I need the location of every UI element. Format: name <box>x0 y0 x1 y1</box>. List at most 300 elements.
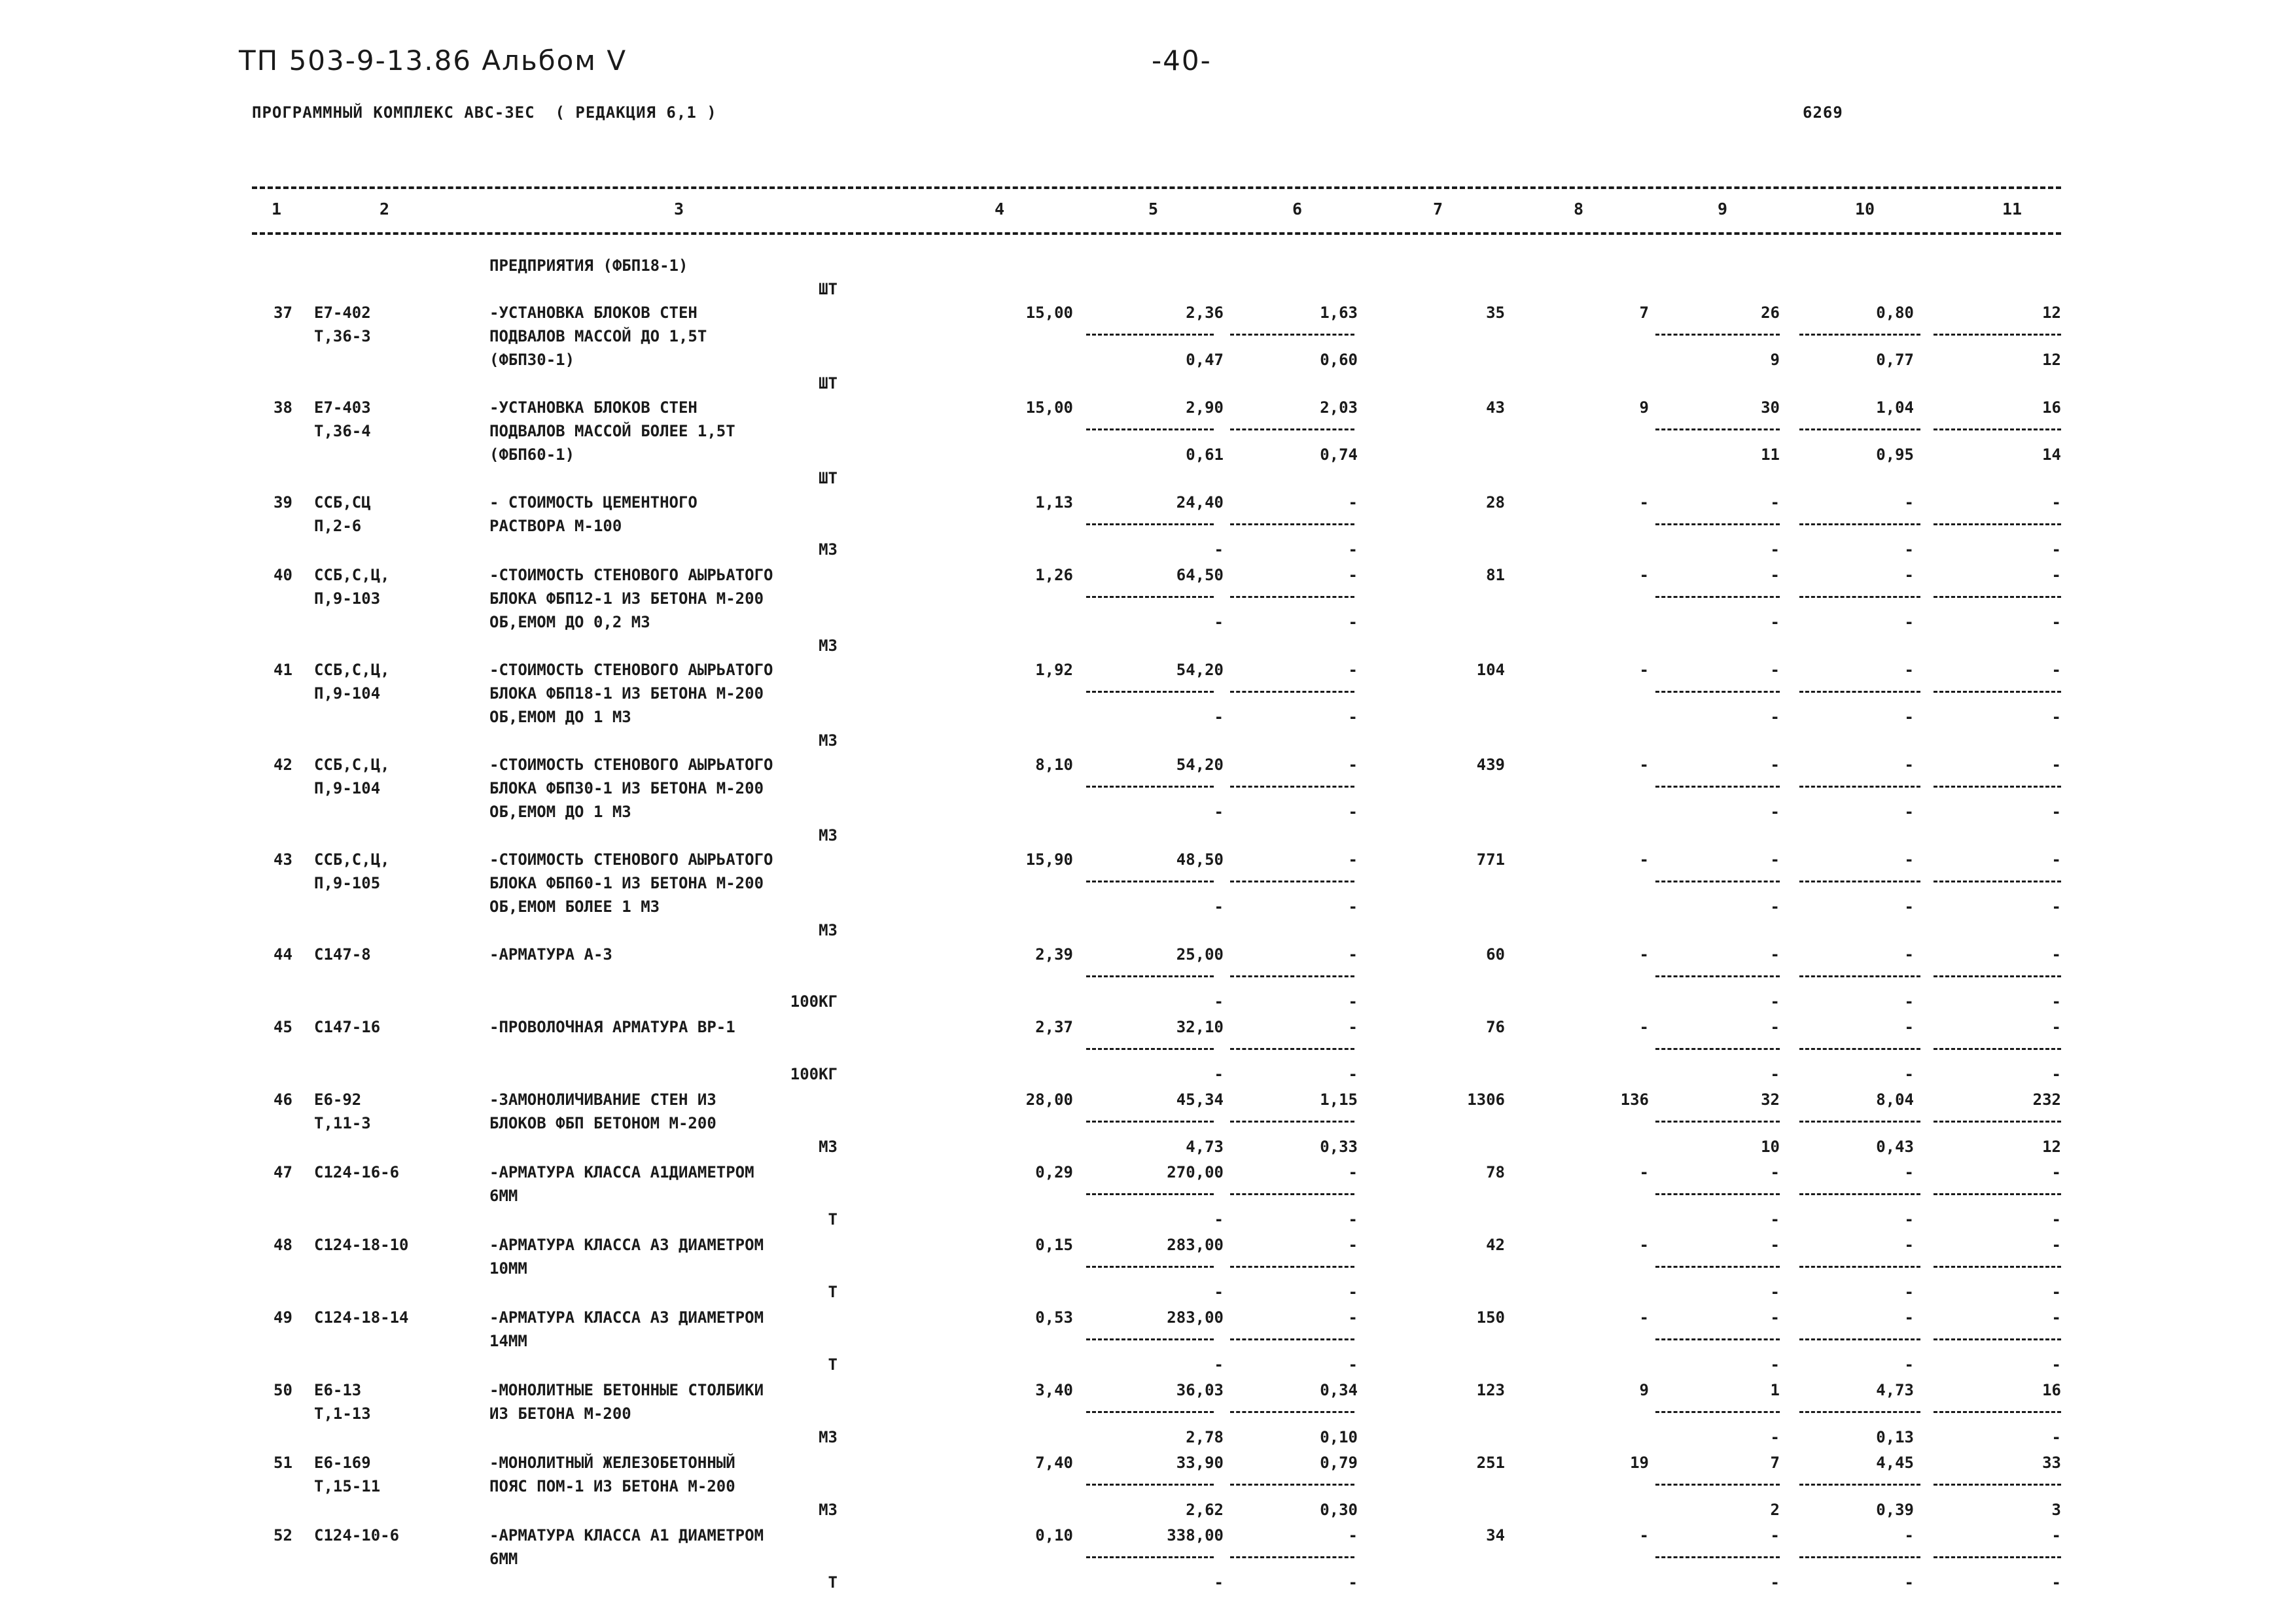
album-title: ТП 503-9-13.86 Альбом Ⅴ <box>239 44 627 77</box>
labor-total: 232 <box>2032 1091 2061 1109</box>
machine-cost-wages: - <box>1348 898 1358 916</box>
description-line-1: -АРМАТУРА КЛАССА А3 ДИАМЕТРОМ <box>489 1308 764 1327</box>
resource-code-ref: П,2-6 <box>314 517 362 535</box>
program-line: ПРОГРАММНЫЙ КОМПЛЕКС АВС-3ЕС ( РЕДАКЦИЯ 6,1 ) <box>252 103 717 122</box>
description-line-2: 6ММ <box>489 1187 518 1205</box>
machine-cost: 0,79 <box>1320 1454 1358 1472</box>
labor-unit-machine: 0,77 <box>1876 351 1914 369</box>
labor-unit-machine: - <box>1904 1065 1914 1083</box>
description-line-1: -АРМАТУРА А-3 <box>489 945 612 964</box>
table-header-rule <box>252 232 2061 235</box>
quantity: 0,29 <box>1035 1163 1073 1181</box>
total-wages: - <box>1639 661 1649 679</box>
cell-divider <box>1934 596 2061 598</box>
table-row <box>0 1306 2296 1378</box>
cell-divider <box>1086 334 1214 336</box>
description-line-2: 10ММ <box>489 1259 527 1278</box>
cell-divider <box>1230 1338 1354 1340</box>
labor-unit: - <box>1904 756 1914 774</box>
labor-unit: - <box>1904 1163 1914 1181</box>
cell-divider <box>1934 1121 2061 1123</box>
labor-total-machine: - <box>2051 1355 2061 1374</box>
cell-divider <box>1086 596 1214 598</box>
unit-cost-wages: - <box>1214 992 1224 1011</box>
resource-code: ССБ,С,Ц, <box>314 661 390 679</box>
row-number: 51 <box>274 1454 292 1472</box>
row-number: 47 <box>274 1163 292 1181</box>
cell-divider <box>1934 1411 2061 1413</box>
table-row <box>0 1378 2296 1451</box>
machine-cost-wages: 0,10 <box>1320 1428 1358 1446</box>
unit-cost: 283,00 <box>1167 1236 1224 1254</box>
total-machine-wages: - <box>1770 1210 1780 1229</box>
total-wages: - <box>1639 850 1649 869</box>
col-header-6: 6 <box>1292 200 1303 218</box>
description-line-1: -ЗАМОНОЛИЧИВАНИЕ СТЕН ИЗ <box>489 1091 716 1109</box>
cell-divider <box>1934 1484 2061 1486</box>
row-number: 44 <box>274 945 292 964</box>
labor-total: - <box>2051 493 2061 512</box>
labor-unit: 8,04 <box>1876 1091 1914 1109</box>
cell-divider <box>1799 975 1920 977</box>
unit-cost-wages: 2,78 <box>1186 1428 1224 1446</box>
unit-of-measure: Т <box>828 1573 838 1592</box>
table-row <box>0 658 2296 753</box>
labor-unit-machine: 0,95 <box>1876 445 1914 464</box>
unit-cost-wages: 0,47 <box>1186 351 1224 369</box>
total-machine: 26 <box>1761 304 1780 322</box>
description-line-1: -АРМАТУРА КЛАССА А1ДИАМЕТРОМ <box>489 1163 754 1181</box>
total-machine-wages: 10 <box>1761 1138 1780 1156</box>
total-cost: 76 <box>1486 1018 1505 1036</box>
row-number: 37 <box>274 304 292 322</box>
row-number: 49 <box>274 1308 292 1327</box>
labor-total-machine: - <box>2051 540 2061 559</box>
unit-cost: 338,00 <box>1167 1526 1224 1544</box>
quantity: 1,92 <box>1035 661 1073 679</box>
table-row <box>0 943 2296 1015</box>
machine-cost-wages: - <box>1348 1065 1358 1083</box>
labor-total: - <box>2051 1236 2061 1254</box>
row-number: 38 <box>274 398 292 417</box>
cell-divider <box>1799 596 1920 598</box>
total-wages: - <box>1639 1163 1649 1181</box>
unit-of-measure: ШТ <box>819 469 838 487</box>
total-wages: 136 <box>1620 1091 1649 1109</box>
cell-divider <box>1934 881 2061 882</box>
machine-cost: - <box>1348 1308 1358 1327</box>
total-machine: - <box>1770 756 1780 774</box>
labor-total-machine: - <box>2051 803 2061 821</box>
resource-code: Е6-92 <box>314 1091 362 1109</box>
quantity: 7,40 <box>1035 1454 1073 1472</box>
cell-divider <box>1230 786 1354 788</box>
row-number: 40 <box>274 566 292 584</box>
resource-code: С147-8 <box>314 945 371 964</box>
labor-total-machine: 14 <box>2042 445 2061 464</box>
cell-divider <box>1934 1048 2061 1050</box>
machine-cost: - <box>1348 1526 1358 1544</box>
cell-divider <box>1086 428 1214 430</box>
total-machine: - <box>1770 1163 1780 1181</box>
description-line-1: -СТОИМОСТЬ СТЕНОВОГО АЫРЬАТОГО <box>489 756 773 774</box>
description-line-2: БЛОКА ФБП12-1 ИЗ БЕТОНА М-200 <box>489 589 764 608</box>
table-row <box>0 1233 2296 1306</box>
description-line-2: БЛОКА ФБП18-1 ИЗ БЕТОНА М-200 <box>489 684 764 703</box>
description-line-2: РАСТВОРА М-100 <box>489 517 622 535</box>
cell-divider <box>1655 1411 1780 1413</box>
machine-cost-wages: - <box>1348 803 1358 821</box>
unit-cost: 48,50 <box>1176 850 1224 869</box>
labor-total-machine: - <box>2051 1573 2061 1592</box>
unit-cost: 32,10 <box>1176 1018 1224 1036</box>
unit-cost-wages: - <box>1214 1065 1224 1083</box>
labor-unit-machine: - <box>1904 708 1914 726</box>
labor-total-machine: - <box>2051 898 2061 916</box>
unit-of-measure: М3 <box>819 826 838 845</box>
col-header-2: 2 <box>380 200 390 218</box>
labor-unit-machine: - <box>1904 898 1914 916</box>
total-machine-wages: - <box>1770 1355 1780 1374</box>
labor-unit: - <box>1904 493 1914 512</box>
labor-unit: - <box>1904 1526 1914 1544</box>
total-cost: 60 <box>1486 945 1505 964</box>
cell-divider <box>1086 1266 1214 1268</box>
cell-divider <box>1655 1048 1780 1050</box>
labor-unit-machine: 0,13 <box>1876 1428 1914 1446</box>
machine-cost: 2,03 <box>1320 398 1358 417</box>
description-line-2: БЛОКОВ ФБП БЕТОНОМ М-200 <box>489 1114 716 1132</box>
labor-total: - <box>2051 566 2061 584</box>
labor-unit: 0,80 <box>1876 304 1914 322</box>
total-wages: - <box>1639 566 1649 584</box>
total-machine: - <box>1770 1236 1780 1254</box>
description-line-2: 6ММ <box>489 1550 518 1568</box>
labor-unit: - <box>1904 1236 1914 1254</box>
cell-divider <box>1230 1411 1354 1413</box>
unit-of-measure: М3 <box>819 1138 838 1156</box>
total-wages: 19 <box>1630 1454 1649 1472</box>
labor-total: 12 <box>2042 304 2061 322</box>
total-machine-wages: - <box>1770 1573 1780 1592</box>
machine-cost-wages: - <box>1348 1283 1358 1301</box>
machine-cost: 1,63 <box>1320 304 1358 322</box>
resource-code-ref: П,9-103 <box>314 589 381 608</box>
cell-divider <box>1655 1121 1780 1123</box>
col-header-11: 11 <box>2002 200 2022 218</box>
total-wages: 9 <box>1639 398 1649 417</box>
total-machine-wages: 9 <box>1770 351 1780 369</box>
labor-total: - <box>2051 756 2061 774</box>
total-machine: - <box>1770 945 1780 964</box>
machine-cost-wages: 0,60 <box>1320 351 1358 369</box>
total-cost: 1306 <box>1467 1091 1505 1109</box>
unit-cost-wages: - <box>1214 1283 1224 1301</box>
machine-cost: - <box>1348 661 1358 679</box>
unit-cost: 64,50 <box>1176 566 1224 584</box>
cell-divider <box>1799 881 1920 882</box>
resource-code-ref: Т,11-3 <box>314 1114 371 1132</box>
cell-divider <box>1934 691 2061 693</box>
total-cost: 771 <box>1476 850 1505 869</box>
unit-cost-wages: 2,62 <box>1186 1501 1224 1519</box>
quantity: 1,13 <box>1035 493 1073 512</box>
resource-code-ref: П,9-105 <box>314 874 381 892</box>
lead-unit: ШТ <box>819 280 838 298</box>
cell-divider <box>1799 1048 1920 1050</box>
table-row <box>0 491 2296 563</box>
cell-divider <box>1655 881 1780 882</box>
total-machine-wages: - <box>1770 992 1780 1011</box>
labor-total: - <box>2051 945 2061 964</box>
quantity: 15,00 <box>1025 398 1073 417</box>
machine-cost-wages: - <box>1348 708 1358 726</box>
quantity: 0,15 <box>1035 1236 1073 1254</box>
row-number: 50 <box>274 1381 292 1399</box>
labor-unit-machine: - <box>1904 1573 1914 1592</box>
labor-unit-machine: 0,43 <box>1876 1138 1914 1156</box>
cell-divider <box>1230 523 1354 525</box>
machine-cost-wages: 0,30 <box>1320 1501 1358 1519</box>
col-header-7: 7 <box>1433 200 1443 218</box>
total-machine-wages: - <box>1770 1065 1780 1083</box>
machine-cost: - <box>1348 493 1358 512</box>
unit-cost: 54,20 <box>1176 661 1224 679</box>
labor-unit-machine: 0,39 <box>1876 1501 1914 1519</box>
cell-divider <box>1655 1266 1780 1268</box>
resource-code: ССБ,С,Ц, <box>314 756 390 774</box>
labor-total: - <box>2051 1526 2061 1544</box>
total-cost: 34 <box>1486 1526 1505 1544</box>
cell-divider <box>1086 975 1214 977</box>
cell-divider <box>1655 334 1780 336</box>
cell-divider <box>1086 1048 1214 1050</box>
machine-cost: - <box>1348 1236 1358 1254</box>
unit-cost-wages: 0,61 <box>1186 445 1224 464</box>
unit-cost-wages: - <box>1214 803 1224 821</box>
machine-cost-wages: 0,74 <box>1320 445 1358 464</box>
description-line-1: -СТОИМОСТЬ СТЕНОВОГО АЫРЬАТОГО <box>489 566 773 584</box>
row-number: 46 <box>274 1091 292 1109</box>
description-line-1: -МОНОЛИТНЫЙ ЖЕЛЕЗОБЕТОННЫЙ <box>489 1454 735 1472</box>
resource-code-ref: Т,15-11 <box>314 1477 381 1495</box>
cell-divider <box>1655 975 1780 977</box>
total-machine: - <box>1770 566 1780 584</box>
total-machine-wages: - <box>1770 1283 1780 1301</box>
resource-code: Е6-13 <box>314 1381 362 1399</box>
cell-divider <box>1230 1484 1354 1486</box>
description-line-1: -АРМАТУРА КЛАССА А1 ДИАМЕТРОМ <box>489 1526 764 1544</box>
total-wages: - <box>1639 1018 1649 1036</box>
cell-divider <box>1230 1556 1354 1558</box>
total-machine-wages: - <box>1770 803 1780 821</box>
unit-cost: 2,36 <box>1186 304 1224 322</box>
labor-unit: - <box>1904 850 1914 869</box>
total-machine-wages: - <box>1770 540 1780 559</box>
resource-code: С124-10-6 <box>314 1526 400 1544</box>
row-number: 48 <box>274 1236 292 1254</box>
cell-divider <box>1230 1048 1354 1050</box>
lead-text-row <box>0 254 2296 301</box>
labor-total: - <box>2051 1163 2061 1181</box>
labor-unit-machine: - <box>1904 992 1914 1011</box>
total-machine-wages: - <box>1770 1428 1780 1446</box>
unit-of-measure: Т <box>828 1283 838 1301</box>
resource-code: С124-18-10 <box>314 1236 409 1254</box>
cell-divider <box>1934 334 2061 336</box>
quantity: 0,53 <box>1035 1308 1073 1327</box>
description-line-1: -СТОИМОСТЬ СТЕНОВОГО АЫРЬАТОГО <box>489 661 773 679</box>
cell-divider <box>1799 523 1920 525</box>
labor-unit: 1,04 <box>1876 398 1914 417</box>
cell-divider <box>1799 1484 1920 1486</box>
unit-cost: 270,00 <box>1167 1163 1224 1181</box>
total-machine: 32 <box>1761 1091 1780 1109</box>
total-wages: 7 <box>1639 304 1649 322</box>
machine-cost-wages: - <box>1348 1210 1358 1229</box>
machine-cost: 0,34 <box>1320 1381 1358 1399</box>
resource-code-ref: П,9-104 <box>314 779 381 797</box>
quantity: 15,90 <box>1025 850 1073 869</box>
total-cost: 35 <box>1486 304 1505 322</box>
quantity: 2,39 <box>1035 945 1073 964</box>
total-wages: - <box>1639 1526 1649 1544</box>
labor-unit: 4,73 <box>1876 1381 1914 1399</box>
machine-cost: - <box>1348 756 1358 774</box>
cell-divider <box>1934 1266 2061 1268</box>
description-line-1: -ПРОВОЛОЧНАЯ АРМАТУРА ВР-1 <box>489 1018 735 1036</box>
description-line-1: -АРМАТУРА КЛАССА А3 ДИАМЕТРОМ <box>489 1236 764 1254</box>
description-line-3: ОБ,ЕМОМ ДО 1 М3 <box>489 803 631 821</box>
description-line-3: (ФБП30-1) <box>489 351 575 369</box>
resource-code: С147-16 <box>314 1018 381 1036</box>
table-row <box>0 1015 2296 1088</box>
lead-description: ПРЕДПРИЯТИЯ (ФБП18-1) <box>489 256 688 275</box>
labor-total: - <box>2051 850 2061 869</box>
resource-code-ref: Т,1-13 <box>314 1405 371 1423</box>
unit-cost-wages: - <box>1214 613 1224 631</box>
quantity: 3,40 <box>1035 1381 1073 1399</box>
labor-total-machine: - <box>2051 1283 2061 1301</box>
cell-divider <box>1799 1121 1920 1123</box>
total-machine: 7 <box>1770 1454 1780 1472</box>
description-line-1: -СТОИМОСТЬ СТЕНОВОГО АЫРЬАТОГО <box>489 850 773 869</box>
cell-divider <box>1934 786 2061 788</box>
col-header-8: 8 <box>1574 200 1584 218</box>
total-wages: - <box>1639 945 1649 964</box>
cell-divider <box>1086 1121 1214 1123</box>
col-header-3: 3 <box>674 200 684 218</box>
cell-divider <box>1799 691 1920 693</box>
machine-cost: - <box>1348 945 1358 964</box>
description-line-3: ОБ,ЕМОМ ДО 1 М3 <box>489 708 631 726</box>
machine-cost: 1,15 <box>1320 1091 1358 1109</box>
total-wages: - <box>1639 1236 1649 1254</box>
unit-of-measure: М3 <box>819 921 838 939</box>
cell-divider <box>1655 1556 1780 1558</box>
cell-divider <box>1934 975 2061 977</box>
unit-of-measure: ШТ <box>819 374 838 393</box>
resource-code: ССБ,СЦ <box>314 493 371 512</box>
resource-code-ref: Т,36-4 <box>314 422 371 440</box>
description-line-2: 14ММ <box>489 1332 527 1350</box>
total-machine: - <box>1770 1308 1780 1327</box>
cell-divider <box>1655 596 1780 598</box>
cell-divider <box>1799 1266 1920 1268</box>
labor-total: - <box>2051 1308 2061 1327</box>
total-machine: - <box>1770 1526 1780 1544</box>
description-line-2: ПОЯС ПОМ-1 ИЗ БЕТОНА М-200 <box>489 1477 735 1495</box>
labor-unit-machine: - <box>1904 803 1914 821</box>
total-cost: 28 <box>1486 493 1505 512</box>
resource-code: С124-18-14 <box>314 1308 409 1327</box>
resource-code: Е7-403 <box>314 398 371 417</box>
cell-divider <box>1230 975 1354 977</box>
labor-unit-machine: - <box>1904 1210 1914 1229</box>
total-cost: 123 <box>1476 1381 1505 1399</box>
labor-total-machine: - <box>2051 613 2061 631</box>
total-cost: 42 <box>1486 1236 1505 1254</box>
description-line-2: ПОДВАЛОВ МАССОЙ ДО 1,5Т <box>489 327 707 345</box>
total-machine-wages: - <box>1770 708 1780 726</box>
cell-divider <box>1934 428 2061 430</box>
col-header-10: 10 <box>1855 200 1875 218</box>
machine-cost: - <box>1348 1018 1358 1036</box>
total-cost: 43 <box>1486 398 1505 417</box>
table-row <box>0 301 2296 396</box>
col-header-1: 1 <box>272 200 282 218</box>
total-machine: - <box>1770 1018 1780 1036</box>
unit-cost: 24,40 <box>1176 493 1224 512</box>
unit-cost-wages: - <box>1214 1573 1224 1592</box>
cell-divider <box>1799 1556 1920 1558</box>
machine-cost-wages: - <box>1348 540 1358 559</box>
labor-unit: - <box>1904 661 1914 679</box>
cell-divider <box>1799 1338 1920 1340</box>
total-cost: 81 <box>1486 566 1505 584</box>
unit-cost: 33,90 <box>1176 1454 1224 1472</box>
cell-divider <box>1655 786 1780 788</box>
cell-divider <box>1934 1556 2061 1558</box>
cell-divider <box>1230 334 1354 336</box>
total-cost: 251 <box>1476 1454 1505 1472</box>
machine-cost-wages: - <box>1348 613 1358 631</box>
total-cost: 150 <box>1476 1308 1505 1327</box>
labor-unit: - <box>1904 945 1914 964</box>
unit-of-measure: М3 <box>819 731 838 750</box>
labor-total-machine: - <box>2051 708 2061 726</box>
labor-unit-machine: - <box>1904 613 1914 631</box>
unit-cost-wages: - <box>1214 708 1224 726</box>
unit-cost-wages: - <box>1214 1210 1224 1229</box>
total-wages: 9 <box>1639 1381 1649 1399</box>
machine-cost-wages: - <box>1348 1355 1358 1374</box>
unit-cost: 36,03 <box>1176 1381 1224 1399</box>
unit-of-measure: Т <box>828 1210 838 1229</box>
description-line-1: -УСТАНОВКА БЛОКОВ СТЕН <box>489 304 698 322</box>
labor-unit-machine: - <box>1904 1355 1914 1374</box>
machine-cost: - <box>1348 566 1358 584</box>
unit-of-measure: 100КГ <box>790 1065 838 1083</box>
total-machine-wages: 2 <box>1770 1501 1780 1519</box>
cell-divider <box>1655 523 1780 525</box>
description-line-3: (ФБП60-1) <box>489 445 575 464</box>
cell-divider <box>1934 1338 2061 1340</box>
quantity: 8,10 <box>1035 756 1073 774</box>
machine-cost: - <box>1348 1163 1358 1181</box>
quantity: 2,37 <box>1035 1018 1073 1036</box>
resource-code: Е7-402 <box>314 304 371 322</box>
